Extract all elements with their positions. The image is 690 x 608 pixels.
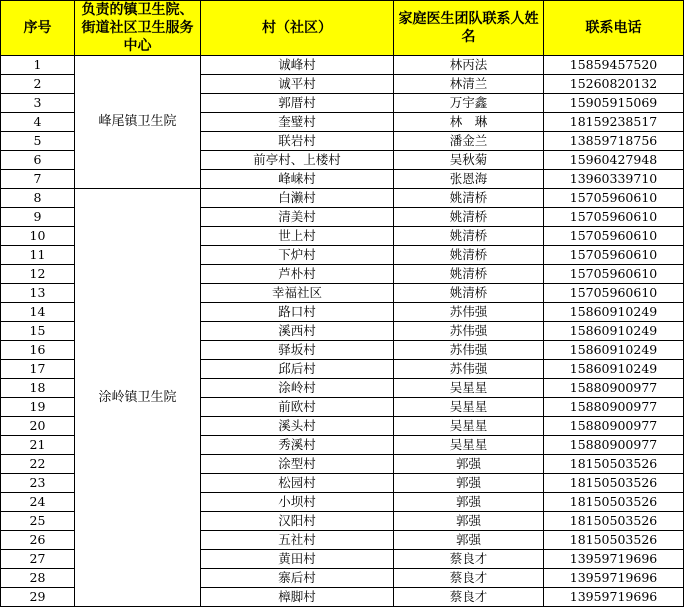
- cell-village: 驿坂村: [201, 341, 394, 360]
- cell-phone: 15860910249: [544, 341, 684, 360]
- cell-phone: 13959719696: [544, 569, 684, 588]
- cell-village: 诚峰村: [201, 56, 394, 75]
- cell-village: 诚平村: [201, 75, 394, 94]
- cell-phone: 18150503526: [544, 493, 684, 512]
- cell-phone: 15859457520: [544, 56, 684, 75]
- cell-phone: 13959719696: [544, 588, 684, 607]
- cell-village: 下炉村: [201, 246, 394, 265]
- cell-village: 前亭村、上楼村: [201, 151, 394, 170]
- cell-contact-name: 郭强: [394, 474, 544, 493]
- cell-serial-number: 3: [1, 94, 75, 113]
- cell-serial-number: 17: [1, 360, 75, 379]
- cell-phone: 15880900977: [544, 436, 684, 455]
- cell-serial-number: 7: [1, 170, 75, 189]
- cell-phone: 18150503526: [544, 531, 684, 550]
- cell-village: 联岩村: [201, 132, 394, 151]
- cell-phone: 15860910249: [544, 360, 684, 379]
- header-contact-name: 家庭医生团队联系人姓名: [394, 1, 544, 56]
- cell-village: 路口村: [201, 303, 394, 322]
- header-row: [1, 1, 684, 56]
- cell-village: 樟脚村: [201, 588, 394, 607]
- header-phone: 联系电话: [544, 1, 684, 56]
- header-serial-number: 序号: [1, 1, 75, 56]
- cell-village: 奎璧村: [201, 113, 394, 132]
- cell-serial-number: 15: [1, 322, 75, 341]
- cell-phone: 13960339710: [544, 170, 684, 189]
- header-village: 村（社区）: [201, 1, 394, 56]
- cell-serial-number: 20: [1, 417, 75, 436]
- cell-phone: 15880900977: [544, 417, 684, 436]
- cell-contact-name: 苏伟强: [394, 322, 544, 341]
- cell-phone: 15705960610: [544, 265, 684, 284]
- cell-serial-number: 21: [1, 436, 75, 455]
- cell-contact-name: 蔡良才: [394, 588, 544, 607]
- cell-village: 郭厝村: [201, 94, 394, 113]
- header-responsible-hospital: 负责的镇卫生院、街道社区卫生服务中心: [75, 1, 201, 56]
- cell-phone: 15260820132: [544, 75, 684, 94]
- cell-village: 峰崃村: [201, 170, 394, 189]
- cell-serial-number: 8: [1, 189, 75, 208]
- cell-contact-name: 苏伟强: [394, 303, 544, 322]
- cell-serial-number: 28: [1, 569, 75, 588]
- cell-serial-number: 29: [1, 588, 75, 607]
- cell-phone: 13959719696: [544, 550, 684, 569]
- cell-responsible-hospital: 峰尾镇卫生院: [75, 56, 201, 189]
- cell-phone: 15880900977: [544, 398, 684, 417]
- cell-phone: 15905915069: [544, 94, 684, 113]
- cell-serial-number: 4: [1, 113, 75, 132]
- cell-serial-number: 25: [1, 512, 75, 531]
- cell-serial-number: 11: [1, 246, 75, 265]
- cell-contact-name: 吴星星: [394, 436, 544, 455]
- cell-contact-name: 吴秋菊: [394, 151, 544, 170]
- cell-phone: 15960427948: [544, 151, 684, 170]
- cell-serial-number: 27: [1, 550, 75, 569]
- cell-phone: 18150503526: [544, 512, 684, 531]
- cell-serial-number: 1: [1, 56, 75, 75]
- cell-phone: 15705960610: [544, 189, 684, 208]
- cell-village: 溪头村: [201, 417, 394, 436]
- cell-contact-name: 郭强: [394, 512, 544, 531]
- cell-serial-number: 6: [1, 151, 75, 170]
- cell-contact-name: 姚清桥: [394, 189, 544, 208]
- cell-village: 邱后村: [201, 360, 394, 379]
- cell-village: 涂岭村: [201, 379, 394, 398]
- cell-village: 寨后村: [201, 569, 394, 588]
- cell-village: 幸福社区: [201, 284, 394, 303]
- cell-contact-name: 蔡良才: [394, 569, 544, 588]
- cell-serial-number: 2: [1, 75, 75, 94]
- cell-serial-number: 26: [1, 531, 75, 550]
- cell-phone: 15860910249: [544, 303, 684, 322]
- table-row: [1, 56, 684, 75]
- cell-serial-number: 10: [1, 227, 75, 246]
- cell-contact-name: 苏伟强: [394, 341, 544, 360]
- cell-phone: 15860910249: [544, 322, 684, 341]
- cell-contact-name: 郭强: [394, 493, 544, 512]
- cell-contact-name: 林丙法: [394, 56, 544, 75]
- cell-serial-number: 24: [1, 493, 75, 512]
- cell-serial-number: 5: [1, 132, 75, 151]
- cell-serial-number: 18: [1, 379, 75, 398]
- cell-village: 芦朴村: [201, 265, 394, 284]
- cell-village: 溪西村: [201, 322, 394, 341]
- cell-contact-name: 姚清桥: [394, 246, 544, 265]
- cell-serial-number: 14: [1, 303, 75, 322]
- cell-village: 黄田村: [201, 550, 394, 569]
- cell-contact-name: 林清兰: [394, 75, 544, 94]
- cell-contact-name: 吴星星: [394, 379, 544, 398]
- cell-contact-name: 张恩海: [394, 170, 544, 189]
- cell-village: 五社村: [201, 531, 394, 550]
- table-row: [1, 189, 684, 208]
- cell-contact-name: 姚清桥: [394, 265, 544, 284]
- cell-phone: 15705960610: [544, 227, 684, 246]
- cell-phone: 15705960610: [544, 208, 684, 227]
- cell-contact-name: 蔡良才: [394, 550, 544, 569]
- cell-contact-name: 吴星星: [394, 417, 544, 436]
- cell-village: 世上村: [201, 227, 394, 246]
- cell-village: 白濑村: [201, 189, 394, 208]
- cell-village: 涂型村: [201, 455, 394, 474]
- cell-phone: 15880900977: [544, 379, 684, 398]
- cell-serial-number: 22: [1, 455, 75, 474]
- cell-contact-name: 姚清桥: [394, 227, 544, 246]
- cell-phone: 18150503526: [544, 455, 684, 474]
- cell-contact-name: 姚清桥: [394, 208, 544, 227]
- cell-serial-number: 19: [1, 398, 75, 417]
- cell-contact-name: 林 琳: [394, 113, 544, 132]
- cell-contact-name: 潘金兰: [394, 132, 544, 151]
- cell-village: 清美村: [201, 208, 394, 227]
- table-body: [1, 56, 684, 607]
- cell-contact-name: 郭强: [394, 455, 544, 474]
- cell-village: 汉阳村: [201, 512, 394, 531]
- cell-phone: 18150503526: [544, 474, 684, 493]
- cell-responsible-hospital: 涂岭镇卫生院: [75, 189, 201, 607]
- cell-phone: 15705960610: [544, 246, 684, 265]
- cell-phone: 13859718756: [544, 132, 684, 151]
- cell-serial-number: 12: [1, 265, 75, 284]
- cell-village: 秀溪村: [201, 436, 394, 455]
- cell-village: 松园村: [201, 474, 394, 493]
- cell-contact-name: 苏伟强: [394, 360, 544, 379]
- cell-contact-name: 郭强: [394, 531, 544, 550]
- cell-phone: 18159238517: [544, 113, 684, 132]
- cell-serial-number: 16: [1, 341, 75, 360]
- cell-contact-name: 吴星星: [394, 398, 544, 417]
- cell-serial-number: 13: [1, 284, 75, 303]
- cell-serial-number: 9: [1, 208, 75, 227]
- cell-phone: 15705960610: [544, 284, 684, 303]
- cell-serial-number: 23: [1, 474, 75, 493]
- cell-village: 小坝村: [201, 493, 394, 512]
- cell-village: 前欧村: [201, 398, 394, 417]
- cell-contact-name: 姚清桥: [394, 284, 544, 303]
- cell-contact-name: 万宇鑫: [394, 94, 544, 113]
